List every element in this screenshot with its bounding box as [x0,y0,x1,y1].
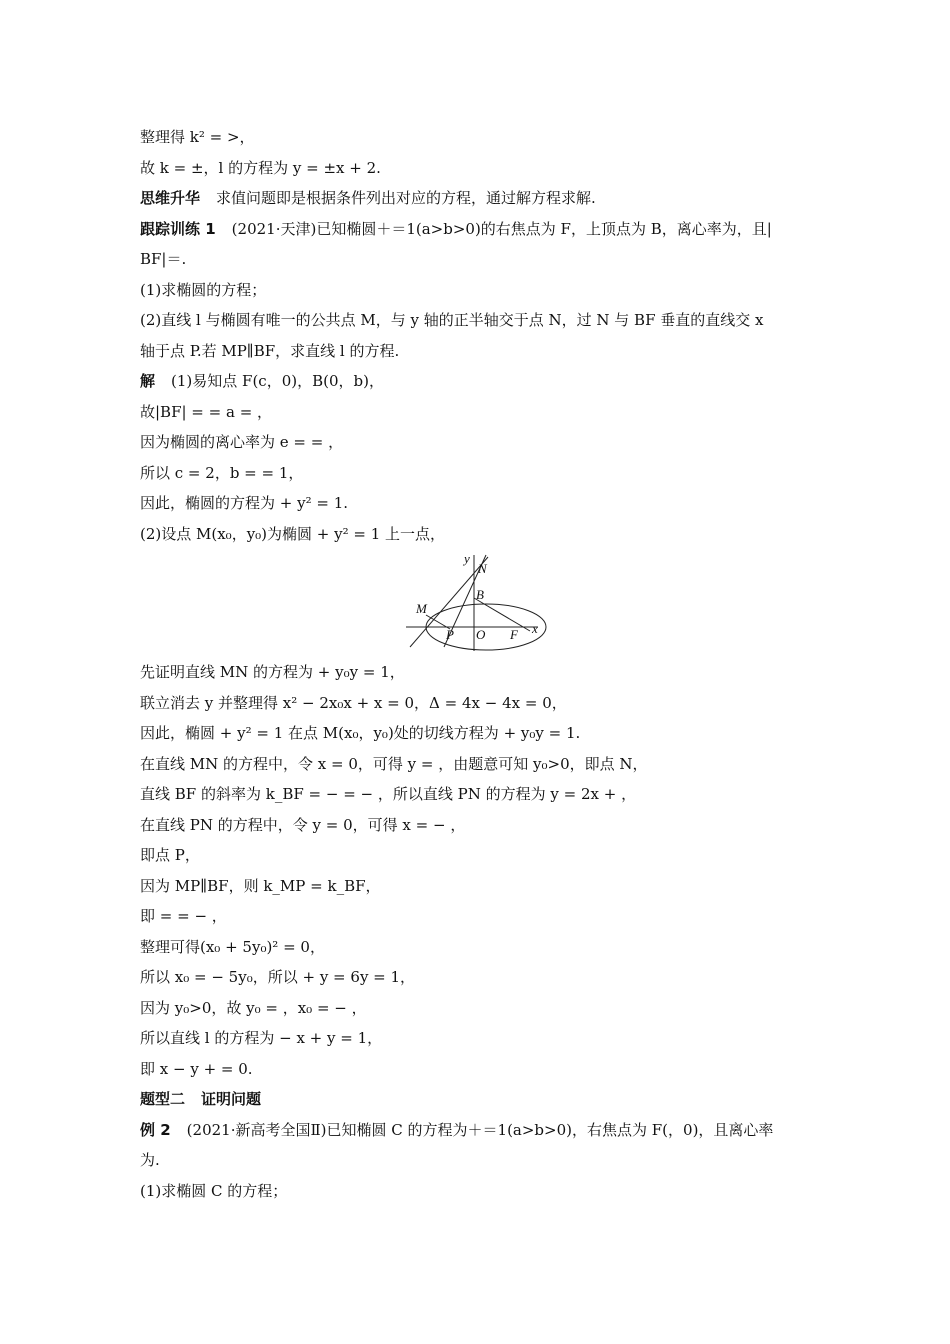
exercise-text: (2021·天津)已知椭圆＋＝1(a>b>0)的右焦点为 F，上顶点为 B，离心率为，且| [231,219,772,238]
text-line: 因此，椭圆的方程为 + y² = 1. [140,494,349,512]
section-type-label: 题型二 [140,1090,186,1108]
example-text: (2021·新高考全国Ⅱ)已知椭圆 C 的方程为＋＝1(a>b>0)，右焦点为 F(，0)，且离心率 [186,1120,774,1139]
ellipse-figure [140,549,820,657]
exercise-heading: 跟踪训练 1 [140,219,216,238]
label-n: N [478,561,487,576]
solution-heading: 解 [140,372,156,390]
text-line: 在直线 PN 的方程中，令 y = 0，可得 x = − ， [140,815,466,834]
text-line: (1)求椭圆 C 的方程； [140,1181,288,1200]
text-line: 在直线 MN 的方程中，令 x = 0，可得 y = ，由题意可知 y₀>0，即点 N， [140,754,648,773]
text-line: 直线 BF 的斜率为 k_BF = − = − ，所以直线 PN 的方程为 y = 2x + ， [140,785,637,803]
label-p: P [446,627,454,642]
solution-text: (1)易知点 F(c，0)，B(0，b)， [171,372,384,390]
text-line: 为. [140,1151,160,1169]
text-line: 先证明直线 MN 的方程为 + y₀y = 1， [140,663,405,681]
label-x: x [532,621,538,636]
text-line: (1)求椭圆的方程； [140,280,267,299]
ellipse-diagram [406,551,556,655]
text-line: 因为 y₀>0，故 y₀ = ，x₀ = − ， [140,998,367,1017]
label-o: O [476,627,486,642]
label-f: F [510,627,518,642]
text-line: 联立消去 y 并整理得 x² − 2x₀x + x = 0，Δ = 4x − 4x = 0， [140,693,567,712]
text-line: 即点 P， [140,846,200,864]
text-line: 所以 c = 2，b = = 1， [140,463,304,482]
exercise-line [140,214,820,245]
text-line: 即 x − y + = 0. [140,1059,253,1078]
section-heading-line [140,1084,820,1115]
example-line [140,1115,820,1146]
text-line: (2)直线 l 与椭圆有唯一的公共点 M，与 y 轴的正半轴交于点 N，过 N 与 BF 垂直的直线交 x [140,311,764,329]
text-line: 整理可得(x₀ + 5y₀)² = 0， [140,937,325,956]
document-page [140,122,820,1206]
text-line: 故|BF| = = a = ， [140,402,273,421]
text-line: BF|＝. [140,250,187,268]
text-line: 因为 MP∥BF，则 k_MP = k_BF， [140,876,381,895]
text-line: 即 = = − ， [140,907,227,925]
section-title: 证明问题 [201,1090,262,1108]
text-line: 因此，椭圆 + y² = 1 在点 M(x₀，y₀)处的切线方程为 + y₀y = 1. [140,724,581,742]
example-heading: 例 2 [140,1120,171,1139]
text-line: (2)设点 M(x₀，y₀)为椭圆 + y² = 1 上一点， [140,524,446,543]
label-y: y [464,551,470,566]
insight-heading: 思维升华 [140,189,201,207]
text-line: 故 k = ±，l 的方程为 y = ±x + 2. [140,158,381,177]
label-m: M [416,601,427,616]
insight-text: 求值问题即是根据条件列出对应的方程，通过解方程求解. [216,189,596,207]
insight-line [140,183,820,214]
text-line: 整理得 k² = >， [140,128,255,146]
text-line: 所以 x₀ = − 5y₀，所以 + y = 6y = 1， [140,968,416,986]
text-line: 轴于点 P.若 MP∥BF，求直线 l 的方程. [140,341,400,360]
text-line: 所以直线 l 的方程为 − x + y = 1， [140,1029,383,1047]
solution-line [140,366,820,397]
text-line: 因为椭圆的离心率为 e = = ， [140,433,344,451]
label-b: B [476,587,484,602]
